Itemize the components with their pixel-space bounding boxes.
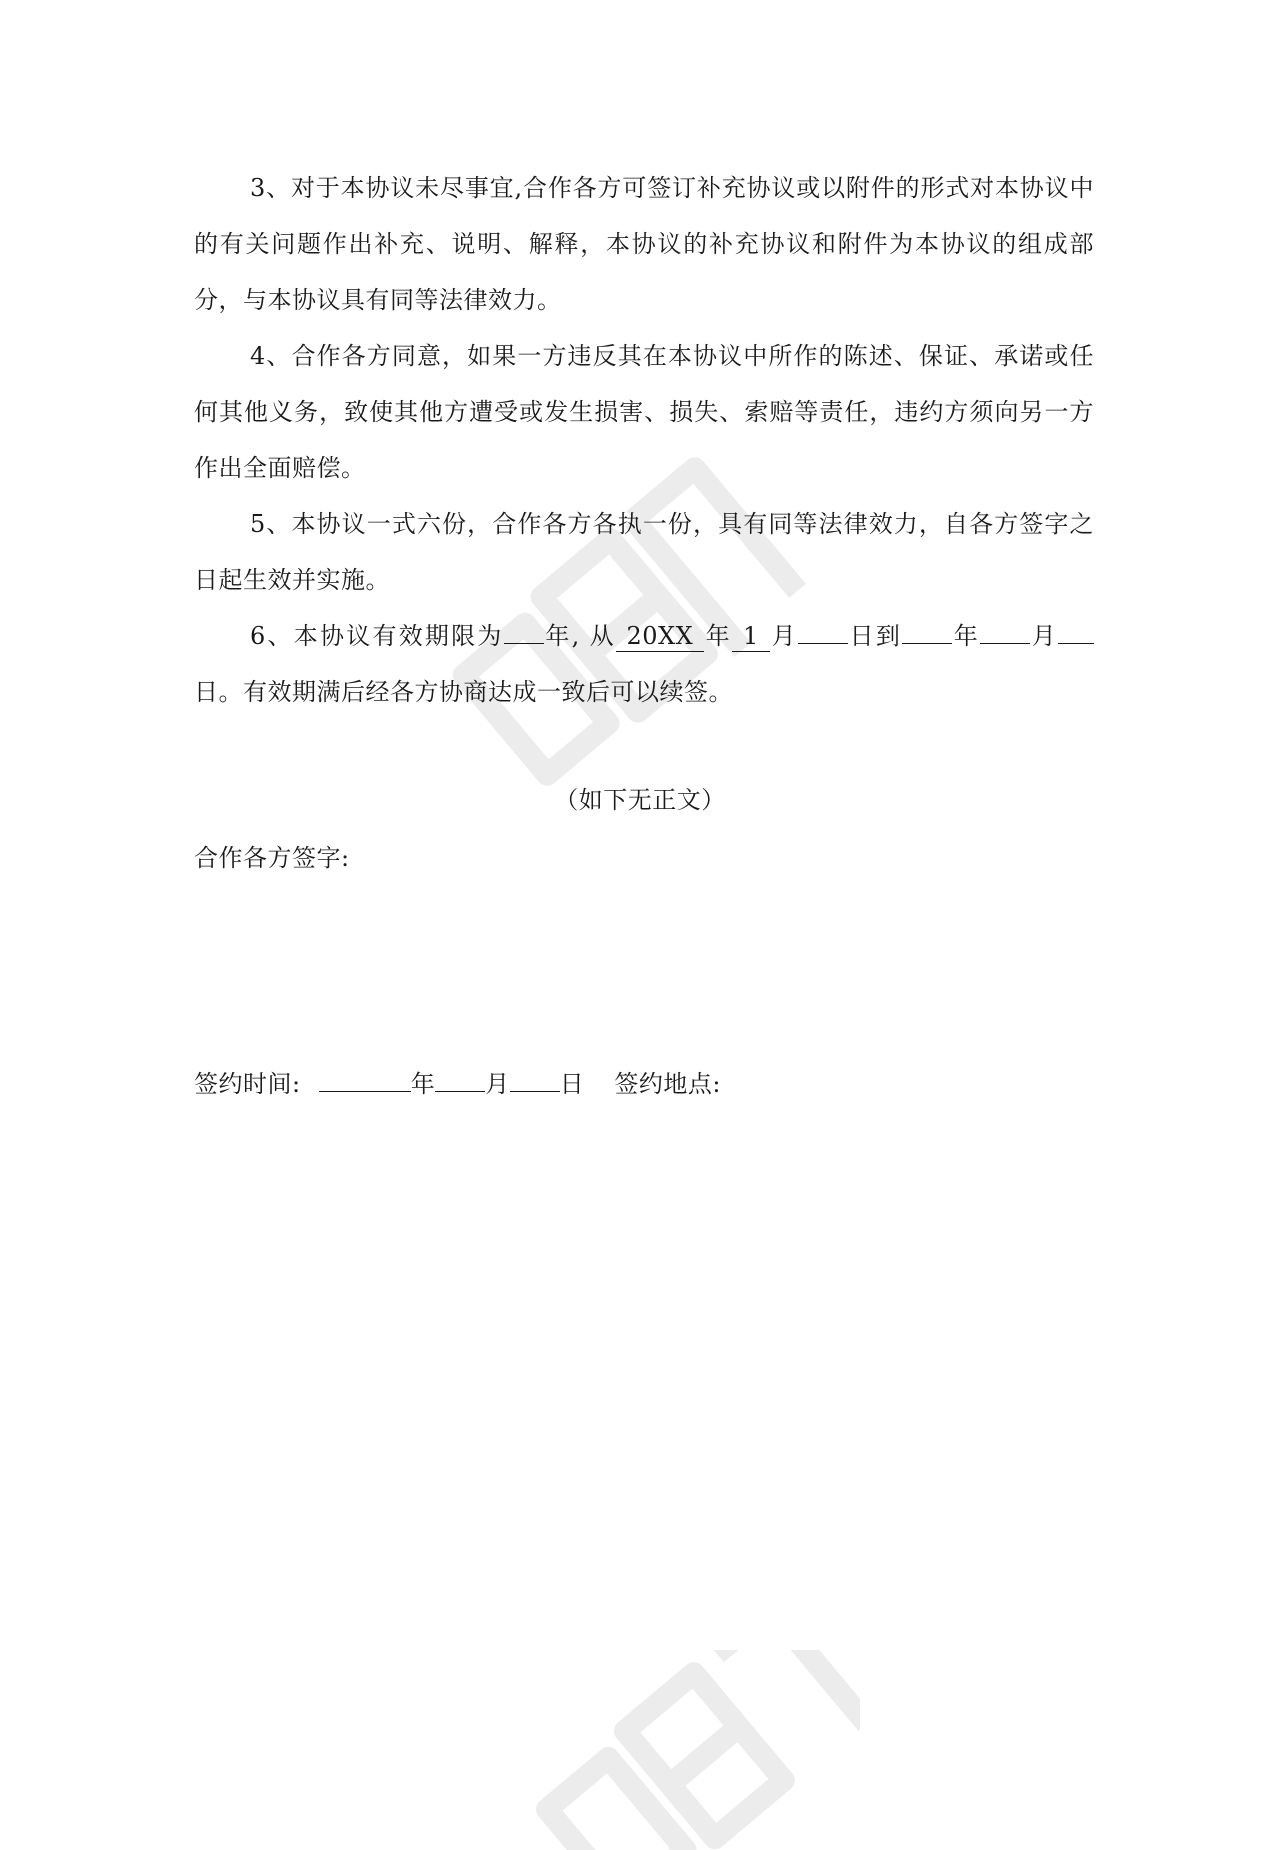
signing-year-unit: 年 bbox=[410, 1070, 436, 1098]
clause-6 bbox=[194, 608, 1094, 720]
end-day-blank bbox=[1058, 643, 1094, 644]
clause-3: 3、对于本协议未尽事宜,合作各方可签订补充协议或以附件的形式对本协议中的有关问题作出补充、说明、解释，本协议的补充协议和附件为本协议的组成部分，与本协议具有同等法律效力。 bbox=[194, 174, 1094, 314]
clause-6-part1: 6、本协议有效期限为 bbox=[250, 622, 504, 650]
signing-place-label: 签约地点: bbox=[614, 1070, 721, 1098]
clause-5: 5、本协议一式六份，合作各方各执一份，具有同等法律效力，自各方签字之日起生效并实施。 bbox=[194, 510, 1094, 594]
clause-6-part2: 年, 从 bbox=[543, 622, 616, 650]
start-year-value: 20XX bbox=[616, 621, 704, 652]
end-month-blank bbox=[980, 643, 1030, 644]
signing-month-blank bbox=[435, 1091, 485, 1092]
end-year-blank bbox=[902, 643, 952, 644]
clauses bbox=[194, 160, 1094, 720]
watermark-logo bbox=[500, 1650, 860, 1850]
clause-6-part7: 月 bbox=[1030, 622, 1059, 650]
clause-4: 4、合作各方同意，如果一方违反其在本协议中所作的陈述、保证、承诺或任何其他义务，致使其他方遭受或发生损害、损失、索赔等责任，违约方须向另一方作出全面赔偿。 bbox=[194, 342, 1094, 482]
signing-month-unit: 月 bbox=[485, 1070, 510, 1098]
signing-info-line bbox=[194, 1064, 721, 1104]
no-further-text-note: （如下无正文） bbox=[554, 786, 726, 814]
clause-6-part3: 年 bbox=[703, 622, 732, 650]
signing-time-label: 签约时间: bbox=[194, 1070, 301, 1098]
clause-6-part8: 日。有效期满后经各方协商达成一致后可以续签。 bbox=[194, 678, 733, 706]
signature-label: 合作各方签字: bbox=[194, 844, 350, 872]
clause-6-part6: 年 bbox=[952, 622, 981, 650]
clause-6-part4: 月 bbox=[769, 622, 798, 650]
signing-day-unit: 日 bbox=[559, 1070, 585, 1098]
term-years-blank bbox=[504, 643, 544, 644]
start-month-value: 1 bbox=[732, 621, 770, 652]
signing-day-blank bbox=[510, 1091, 560, 1092]
start-day-blank bbox=[798, 643, 848, 644]
clause-6-part5: 日到 bbox=[847, 622, 903, 650]
signing-year-blank bbox=[319, 1091, 411, 1092]
